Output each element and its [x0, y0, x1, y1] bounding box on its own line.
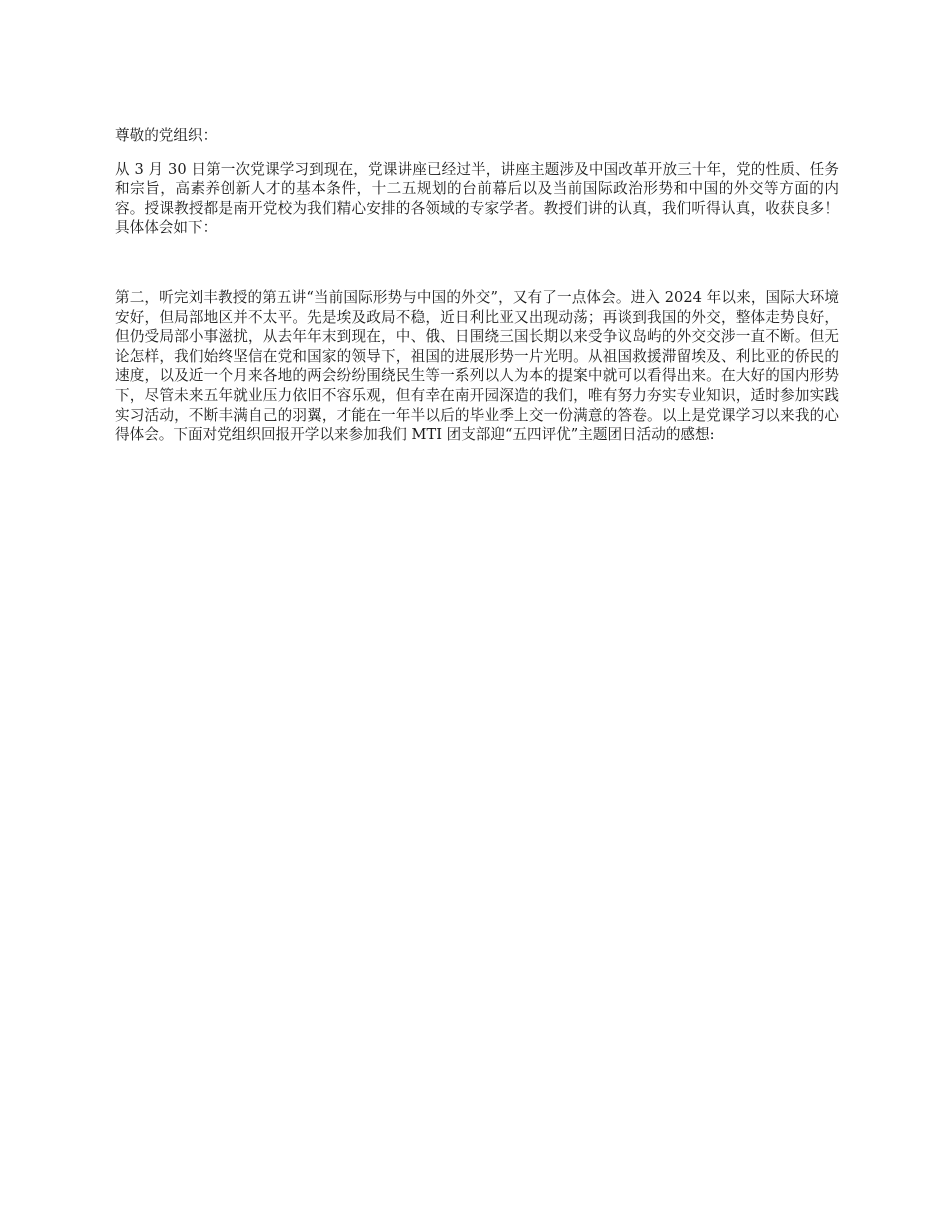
- paragraph-second-point: 第二，听完刘丰教授的第五讲“当前国际形势与中国的外交”，又有了一点体会。进入 2024 年以来，国际大环境安好，但局部地区并不太平。先是埃及政局不稳，近日利比亚又出现动荡；再谈到我国的外交，整体走势良好，但仍受局部小事滋扰，从去年年末到现在，中、俄、日围绕三国长期以来受争议岛屿的外交交涉一直不断。但无论怎样，我们始终坚信在党和国家的领导下，祖国的进展形势一片光明。从祖国救援滞留埃及、利比亚的侨民的速度，以及近一个月来各地的两会纷纷围绕民生等一系列以人为本的提案中就可以看得出来。在大好的国内形势下，尽管未来五年就业压力依旧不容乐观，但有幸在南开园深造的我们，唯有努力夯实专业知识，适时参加实践实习活动，不断丰满自己的羽翼，才能在一年半以后的毕业季上交一份满意的答卷。以上是党课学习以来我的心得体会。下面对党组织回报开学以来参加我们 MTI 团支部迎“五四评优”主题团日活动的感想:: [115, 288, 839, 444]
- paragraph-gap: [115, 238, 839, 288]
- document-body: [115, 126, 839, 445]
- salutation: 尊敬的党组织：: [115, 127, 218, 144]
- paragraph-intro: 从 3 月 30 日第一次党课学习到现在，党课讲座已经过半，讲座主题涉及中国改革开放三十年，党的性质、任务和宗旨，高素养创新人才的基本条件，十二五规划的台前幕后以及当前国际政治形势和中国的外交等方面的内容。授课教授都是南开党校为我们精心安排的各领域的专家学者。教授们讲的认真，我们听得认真，收获良多！具体体会如下：: [115, 160, 839, 237]
